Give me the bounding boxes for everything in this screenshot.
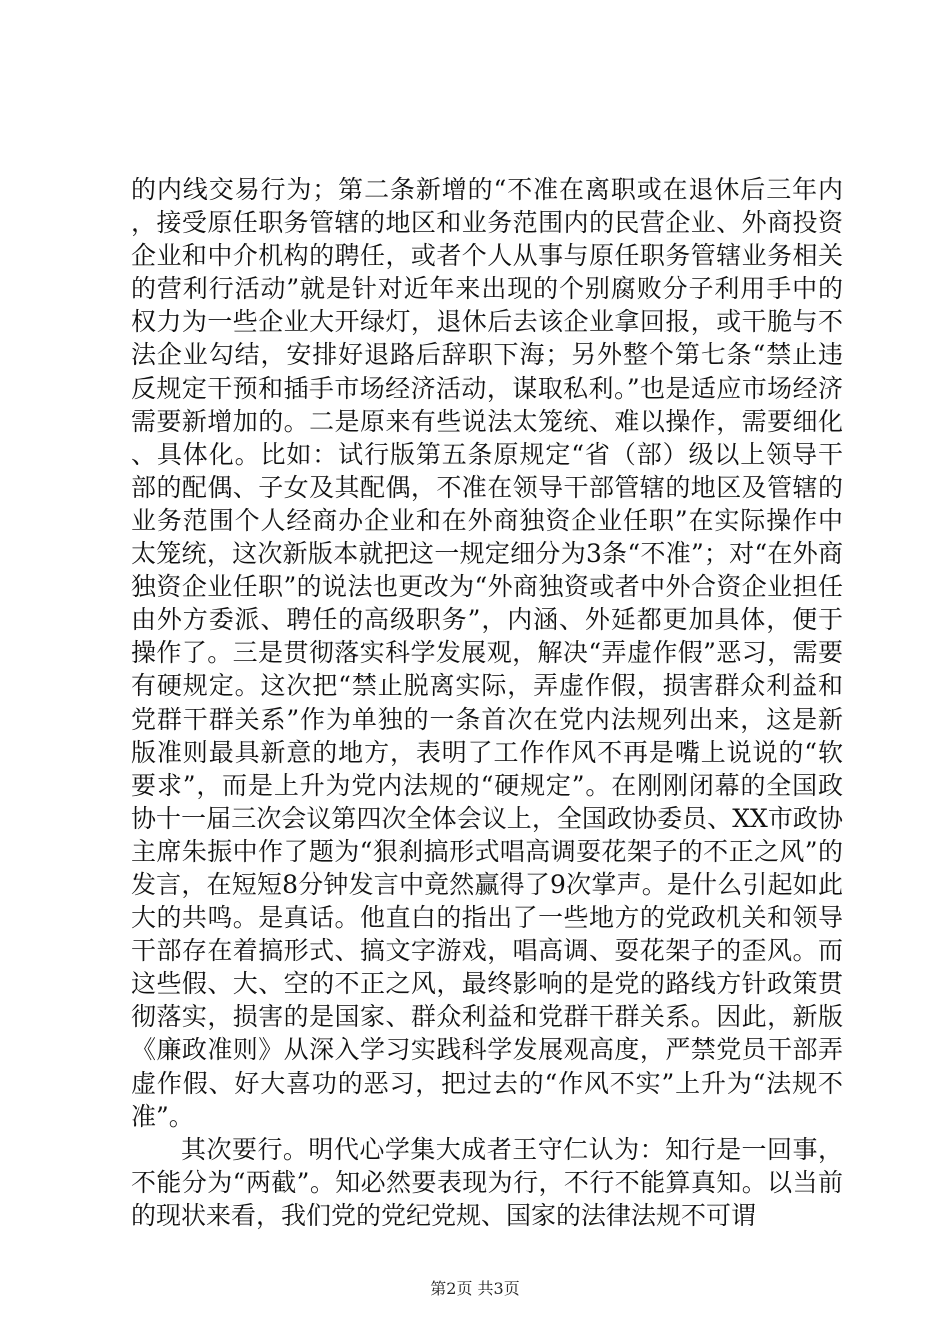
paragraph-1: 的内线交易行为；第二条新增的“不准在离职或在退休后三年内，接受原任职务管辖的地区和业务范围内的民营企业、外商投资企业和中介机构的聘任，或者个人从事与原任职务管辖业务相关的营利行活动”就是针对近年来出现的个别腐败分子利用手中的权力为一些企业大开绿灯，退休后去该企业拿回报，或干脆与不法企业勾结，安排好退路后辞职下海；另外整个第七条“禁止违反规定干预和插手市场经济活动，谋取私利。”也是适应市场经济需要新增加的。二是原来有些说法太笼统、难以操作，需要细化、具体化。比如：试行版第五条原规定“省（部）级以上领导干部的配偶、子女及其配偶，不准在领导干部管辖的地区及管辖的业务范围个人经商办企业和在外商独资企业任职”在实际操作中太笼统，这次新版本就把这一规定细分为3条“不准”；对“在外商独资企业任职”的说法也更改为“外商独资或者中外合资企业担任由外方委派、聘任的高级职务”，内涵、外延都更加具体，便于操作了。三是贯彻落实科学发展观，解决“弄虚作假”恶习，需要有硬规定。这次把“禁止脱离实际，弄虚作假，损害群众利益和党群干群关系”作为单独的一条首次在党内法规列出来，这是新版准则最具新意的地方，表明了工作作风不再是嘴上说说的“软要求”，而是上升为党内法规的“硬规定”。在刚刚闭幕的全国政协十一届三次会议第四次全体会议上，全国政协委员、XX市政协主席朱振中作了题为“狠刹搞形式唱高调耍花架子的不正之风”的发言，在短短8分钟发言中竟然赢得了9次掌声。是什么引起如此大的共鸣。是真话。他直白的指出了一些地方的党政机关和领导干部存在着搞形式、搞文字游戏，唱高调、耍花架子的歪风。而这些假、大、空的不正之风，最终影响的是党的路线方针政策贯彻落实，损害的是国家、群众利益和党群干群关系。因此，新版《廉政准则》从深入学习实践科学发展观高度，严禁党员干部弄虚作假、好大喜功的恶习，把过去的“作风不实”上升为“法规不准”。 [131, 175, 843, 1131]
paragraph-2: 其次要行。明代心学集大成者王守仁认为：知行是一回事，不能分为“两截”。知必然要表现为行，不行不能算真知。以当前的现状来看，我们党的党纪党规、国家的法律法规不可谓 [131, 1134, 843, 1230]
page-footer: 第2页 共3页 [430, 1279, 520, 1298]
document-body [131, 173, 843, 1232]
